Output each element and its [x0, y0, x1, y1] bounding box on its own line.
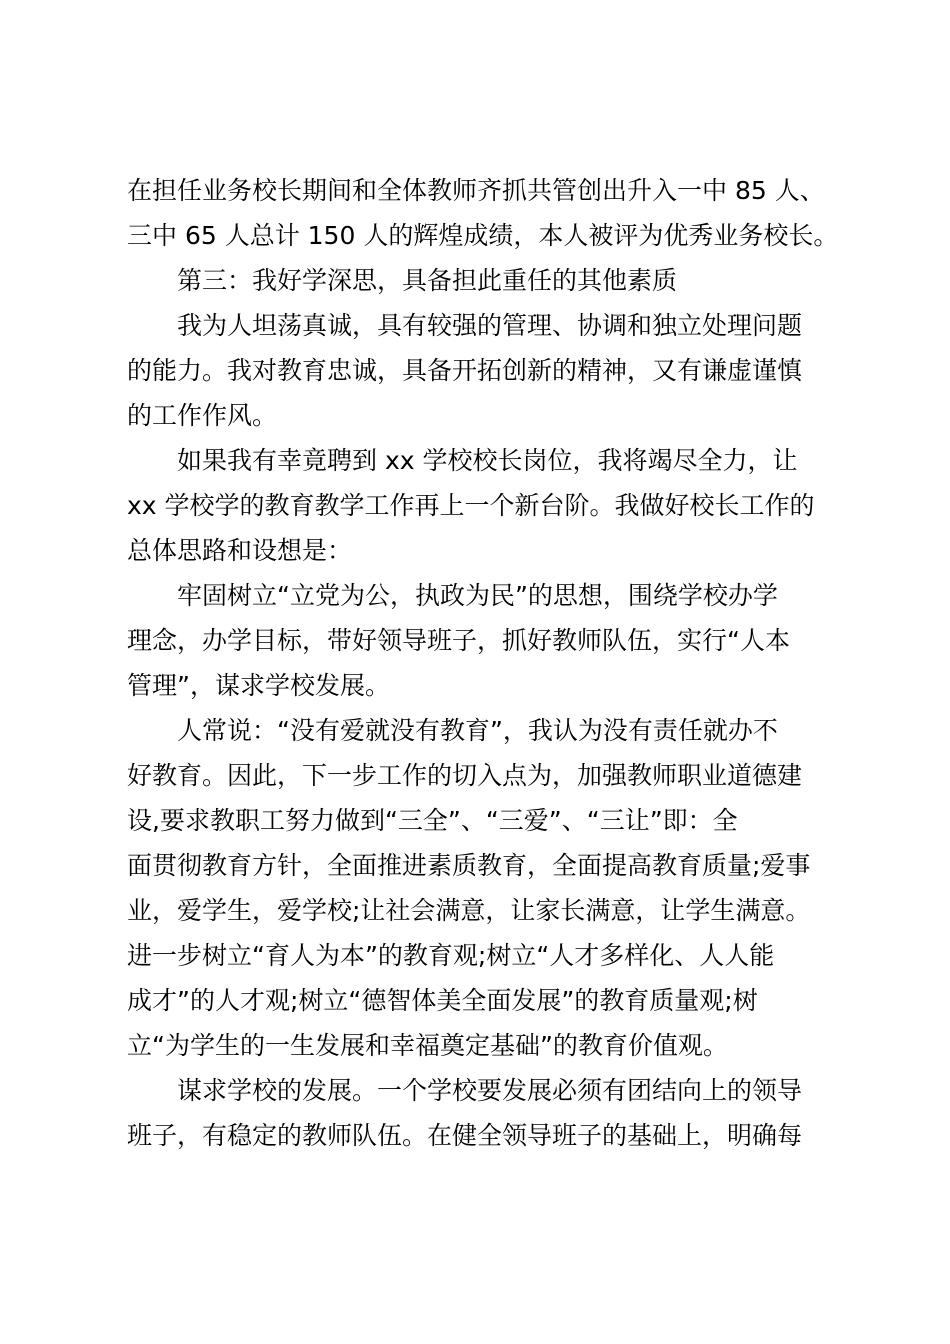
text-line: 成才”的人才观;树立“德智体美全面发展”的教育质量观;树 — [127, 986, 758, 1015]
text-line: xx 学校学的教育教学工作再上一个新台阶。我做好校长工作的 — [127, 491, 815, 520]
text-line: 三中 65 人总计 150 人的辉煌成绩，本人被评为优秀业务校长。 — [127, 221, 839, 250]
text-line: 管理”，谋求学校发展。 — [127, 671, 390, 700]
text-line: 面贯彻教育方针，全面推进素质教育，全面提高教育质量;爱事 — [127, 851, 811, 880]
text-line: 进一步树立“育人为本”的教育观;树立“人才多样化、人人能 — [127, 941, 775, 970]
paragraph-first-line: 谋求学校的发展。一个学校要发展必须有团结向上的领导 — [177, 1076, 803, 1105]
document-body — [127, 168, 839, 1158]
text-line: 的能力。我对教育忠诚，具备开拓创新的精神，又有谦虚谨慎 — [127, 356, 803, 385]
text-line: 理念，办学目标，带好领导班子，抓好教师队伍，实行“人本 — [127, 626, 790, 655]
paragraph-first-line: 牢固树立“立党为公，执政为民”的思想，围绕学校办学 — [177, 581, 778, 610]
paragraph-first-line: 如果我有幸竟聘到 xx 学校校长岗位，我将竭尽全力，让 — [177, 446, 798, 475]
text-line: 好教育。因此，下一步工作的切入点为，加强教师职业道德建 — [127, 761, 803, 790]
text-line: 立“为学生的一生发展和幸福奠定基础”的教育价值观。 — [127, 1031, 728, 1060]
text-line: 设,要求教职工努力做到“三全”、“三爱”、“三让”即：全 — [127, 806, 738, 835]
paragraph-first-line: 人常说：“没有爱就没有教育”，我认为没有责任就办不 — [177, 716, 778, 745]
text-line: 业，爱学生，爱学校;让社会满意，让家长满意，让学生满意。 — [127, 896, 811, 925]
text-line: 的工作作风。 — [127, 401, 278, 430]
text-line: 在担任业务校长期间和全体教师齐抓共管创出升入一中 85 人、 — [127, 176, 825, 205]
paragraph-first-line: 我为人坦荡真诚，具有较强的管理、协调和独立处理问题 — [177, 311, 803, 340]
text-line: 总体思路和设想是： — [127, 536, 353, 565]
section-heading: 第三：我好学深思，具备担此重任的其他素质 — [177, 266, 678, 295]
text-line: 班子，有稳定的教师队伍。在健全领导班子的基础上，明确每 — [127, 1121, 803, 1150]
